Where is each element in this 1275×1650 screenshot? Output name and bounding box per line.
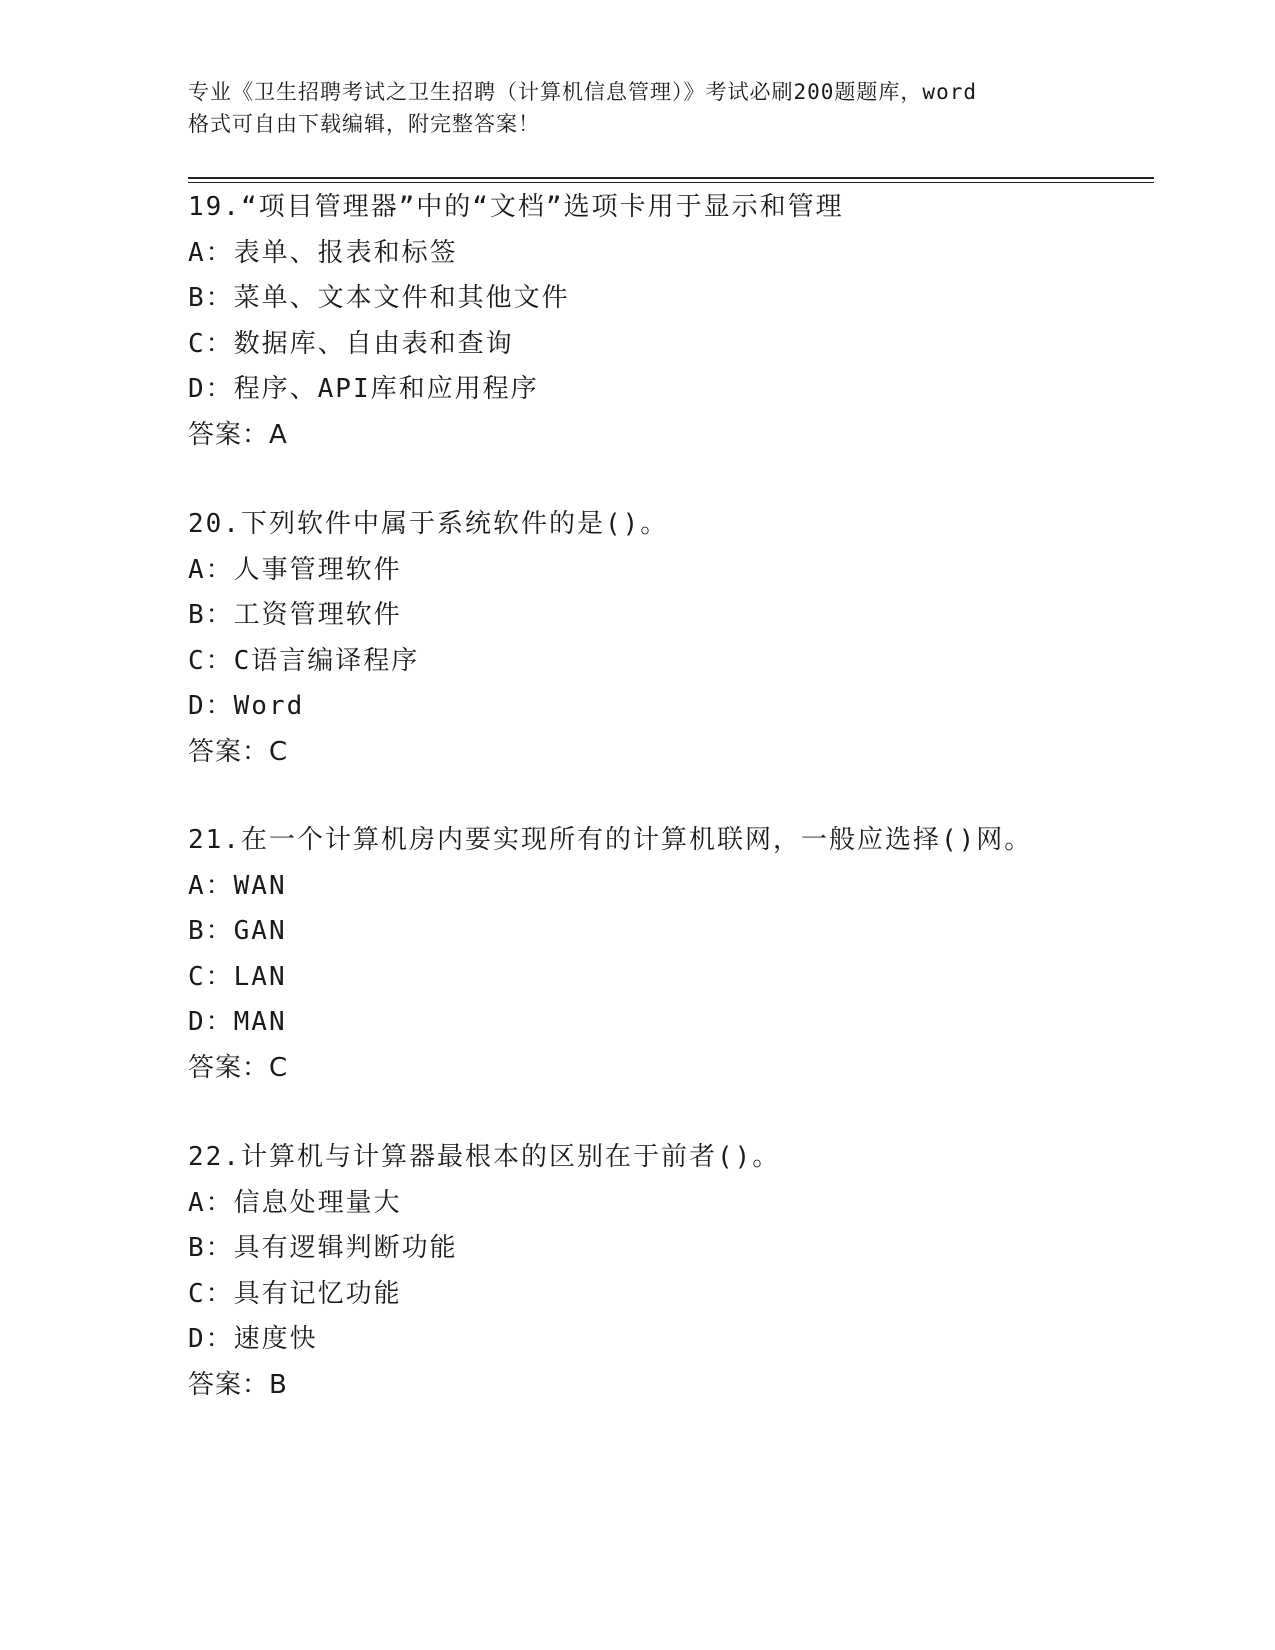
question-block-21 [188,818,1168,1091]
answer-line: 答案：B [188,1369,288,1400]
question-block-22 [188,1135,1168,1408]
question-stem: 20.下列软件中属于系统软件的是()。 [188,509,669,539]
document-header [188,76,1088,140]
option-a: A：人事管理软件 [188,554,402,585]
question-stem: 22.计算机与计算器最根本的区别在于前者()。 [188,1142,781,1172]
option-a: A：WAN [188,870,287,901]
header-line-1: 专业《卫生招聘考试之卫生招聘（计算机信息管理）》考试必刷200题题库，word [188,80,977,104]
answer-line: 答案：C [188,736,289,767]
option-d: D：MAN [188,1007,287,1037]
option-d: D：速度快 [188,1324,318,1354]
header-divider-thick [188,177,1154,179]
option-d: D：程序、API库和应用程序 [188,374,539,404]
option-b: B：工资管理软件 [188,600,402,630]
header-line-2: 格式可自由下载编辑，附完整答案！ [188,112,540,136]
question-stem: 21.在一个计算机房内要实现所有的计算机联网，一般应选择()网。 [188,825,1033,855]
question-block-19 [188,185,1168,458]
option-a: A：表单、报表和标签 [188,237,458,268]
answer-line: 答案：A [188,419,288,450]
option-b: B：GAN [188,916,287,946]
option-c: C：数据库、自由表和查询 [188,328,514,359]
option-c: C：LAN [188,961,287,992]
header-divider-thin [188,182,1154,183]
question-block-20 [188,502,1168,775]
option-b: B：具有逻辑判断功能 [188,1233,458,1263]
question-stem: 19.“项目管理器”中的“文档”选项卡用于显示和管理 [188,192,844,222]
option-b: B：菜单、文本文件和其他文件 [188,283,570,313]
option-d: D：Word [188,691,305,721]
answer-line: 答案：C [188,1052,289,1083]
option-c: C：具有记忆功能 [188,1278,402,1309]
option-a: A：信息处理量大 [188,1187,402,1218]
option-c: C：C语言编译程序 [188,645,420,676]
